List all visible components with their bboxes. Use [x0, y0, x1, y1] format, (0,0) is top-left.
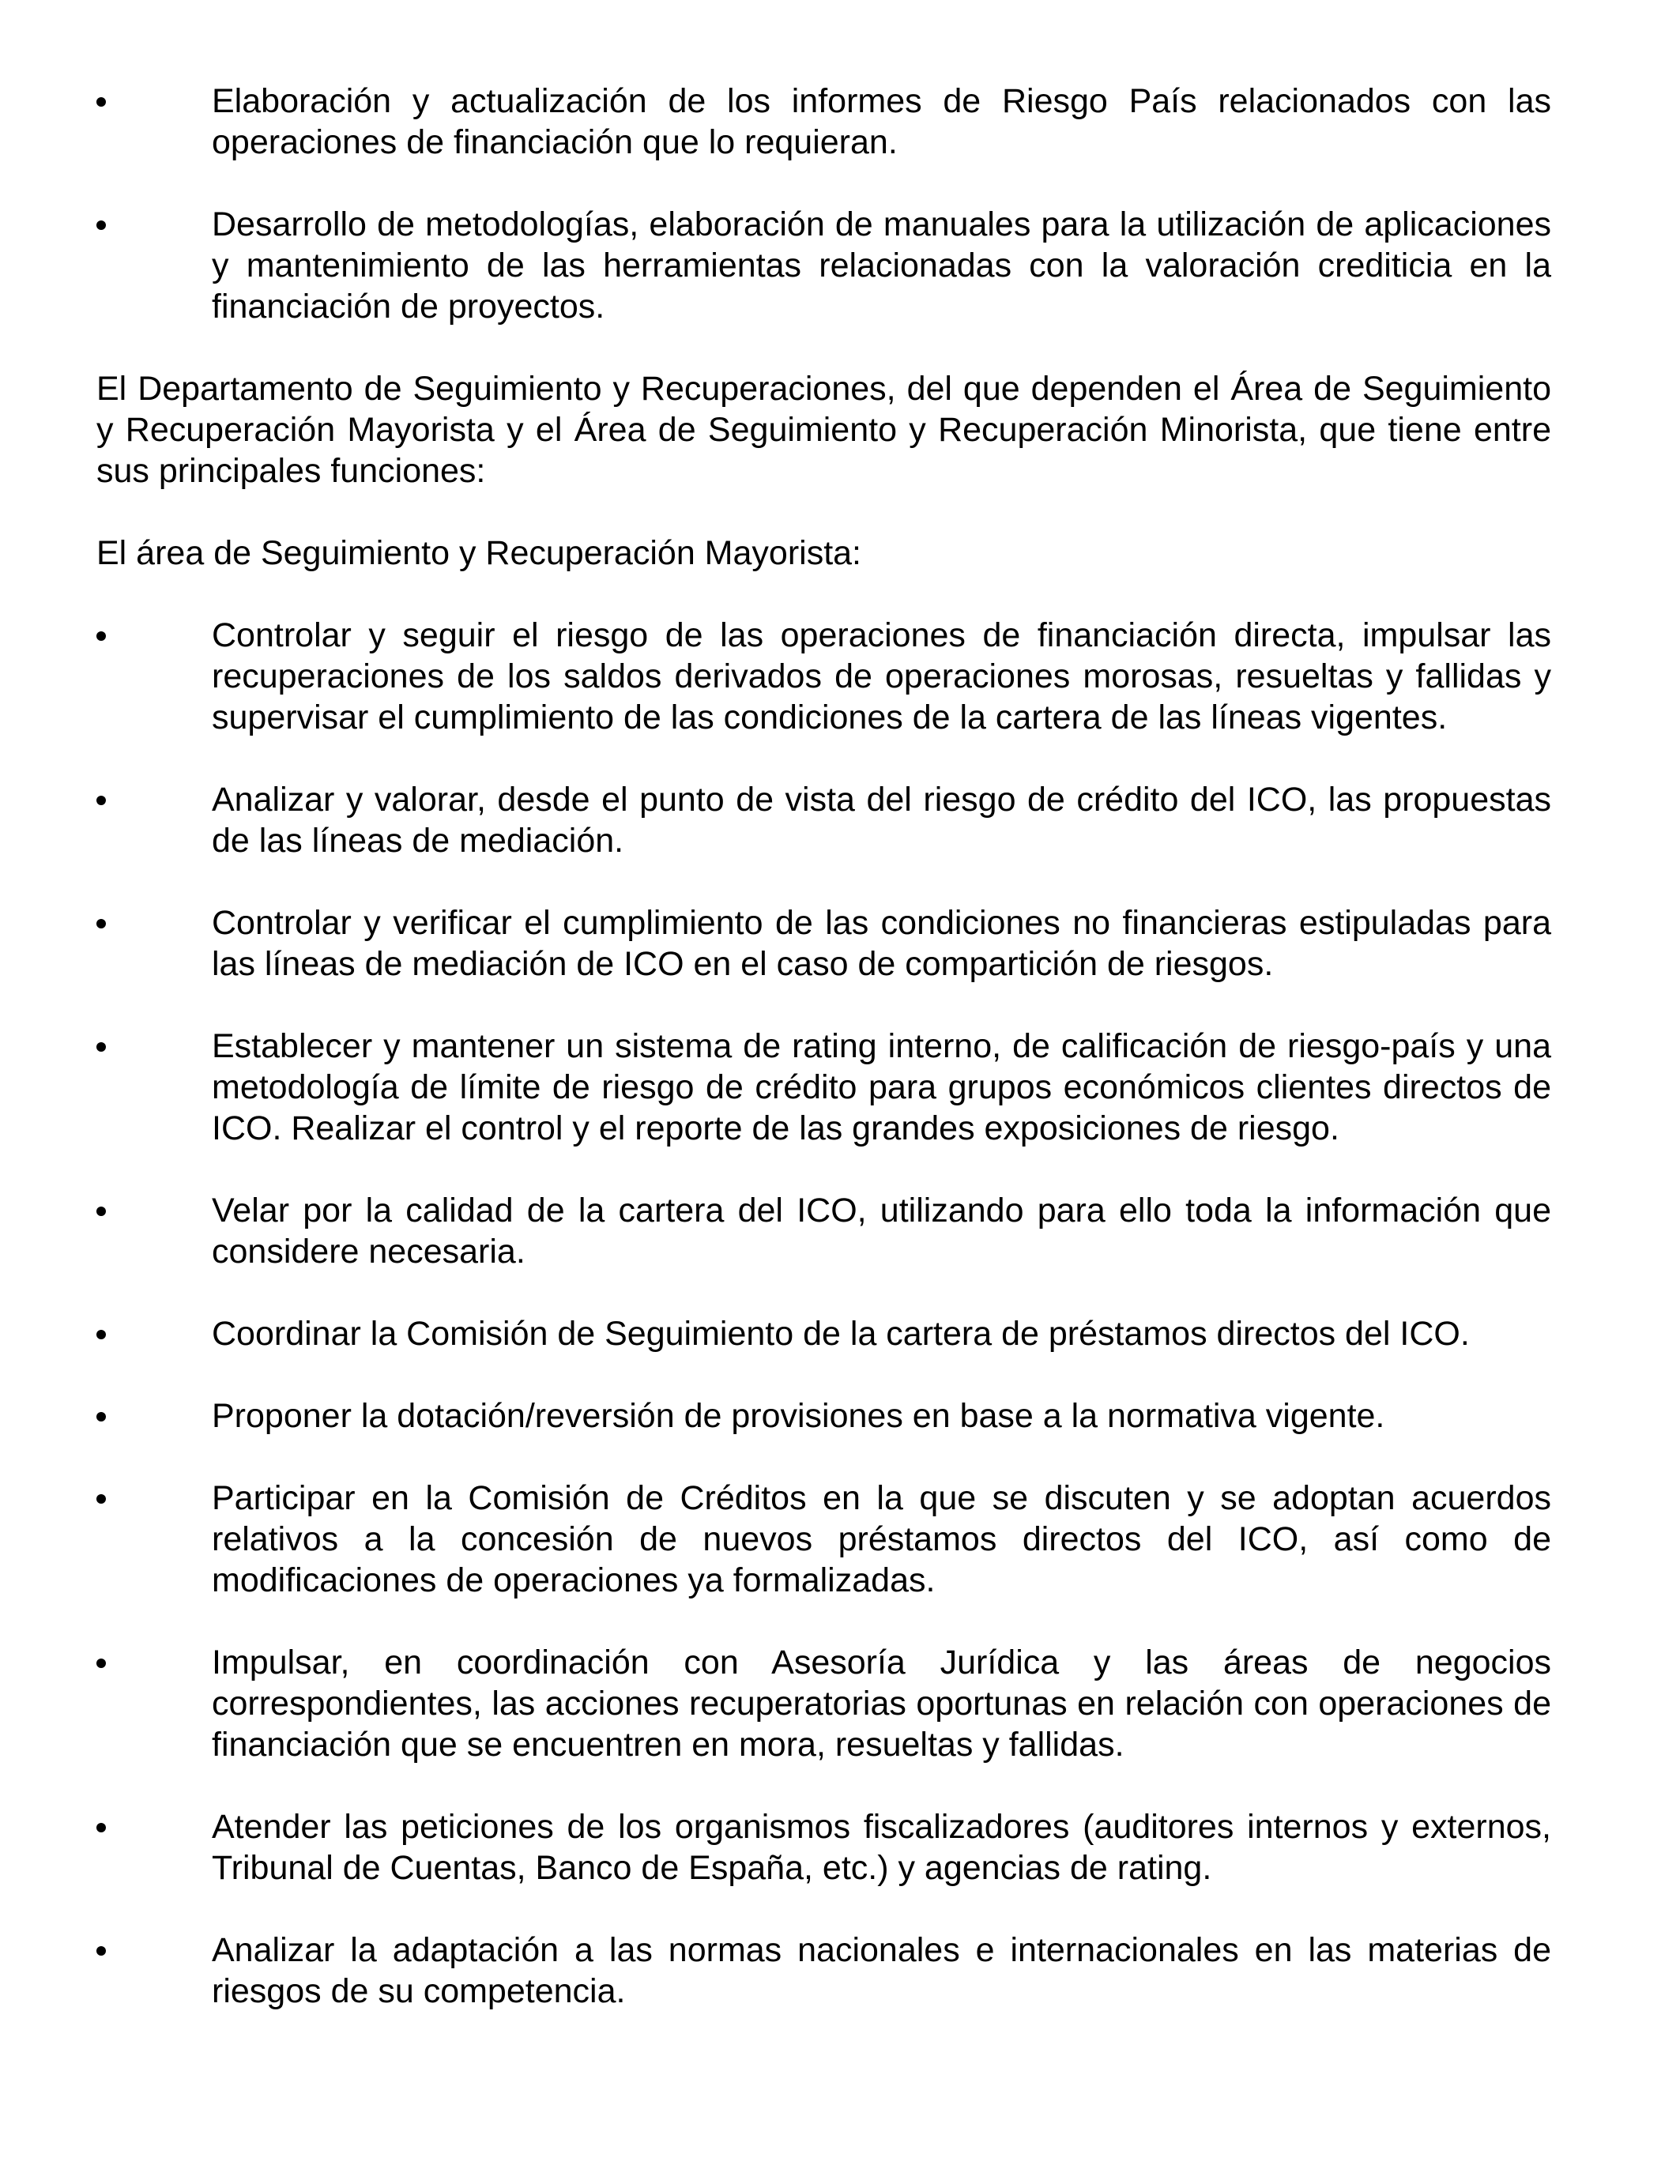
list-item [96, 1313, 1551, 1354]
bullet-icon [96, 220, 106, 230]
list-item [96, 1026, 1551, 1149]
list-item-text: Controlar y verificar el cumplimiento de las condiciones no financieras estipuladas para las líneas de mediación de ICO en el caso de compartición de riesgos. [212, 904, 1551, 983]
list-item [96, 204, 1551, 327]
bullet-icon [96, 796, 106, 805]
country-risk-bullet-list [96, 81, 1551, 327]
bullet-icon [96, 1494, 106, 1504]
list-item [96, 1190, 1551, 1272]
list-item-text: Elaboración y actualización de los informes de Riesgo País relacionados con las operaciones de financiación que lo requieran. [212, 82, 1551, 161]
bullet-icon [96, 97, 106, 107]
list-item [96, 1478, 1551, 1601]
list-item-text: Controlar y seguir el riesgo de las operaciones de financiación directa, impulsar las recuperaciones de los saldos derivados de operaciones morosas, resueltas y fallidas y supervisar el cumplimiento de las condiciones de la cartera de las líneas vigentes. [212, 616, 1551, 736]
list-item [96, 81, 1551, 163]
bullet-icon [96, 919, 106, 928]
list-item [96, 1395, 1551, 1437]
list-item-text: Analizar la adaptación a las normas nacionales e internacionales en las materias de riesgos de su competencia. [212, 1931, 1551, 2010]
bullet-icon [96, 1207, 106, 1216]
department-paragraph: El Departamento de Seguimiento y Recuperaciones, del que dependen el Área de Seguimiento y Recuperación Mayorista y el Área de Seguimiento y Recuperación Minorista, que tiene entre sus principales funciones: [96, 370, 1551, 490]
list-item [96, 1806, 1551, 1888]
list-item-text: Desarrollo de metodologías, elaboración de manuales para la utilización de aplicaciones y mantenimiento de las herramientas relacionadas con la valoración crediticia en la financiación de proyectos. [212, 205, 1551, 326]
list-item [96, 615, 1551, 738]
list-item-text: Proponer la dotación/reversión de provisiones en base a la normativa vigente. [212, 1397, 1385, 1435]
list-item-text: Velar por la calidad de la cartera del ICO, utilizando para ello toda la información que considere necesaria. [212, 1192, 1551, 1271]
list-item-text: Coordinar la Comisión de Seguimiento de la cartera de préstamos directos del ICO. [212, 1315, 1470, 1353]
bullet-icon [96, 1946, 106, 1956]
list-item-text: Participar en la Comisión de Créditos en la que se discuten y se adoptan acuerdos relativos a la concesión de nuevos préstamos directos del ICO, así como de modificaciones de operaciones ya formalizadas. [212, 1479, 1551, 1599]
bullet-icon [96, 1412, 106, 1421]
wholesale-functions-bullet-list [96, 615, 1551, 2012]
bullet-icon [96, 1042, 106, 1052]
list-item [96, 1930, 1551, 2012]
list-item-text: Atender las peticiones de los organismos fiscalizadores (auditores internos y externos, Tribunal de Cuentas, Banco de España, etc.) y agencias de rating. [212, 1808, 1551, 1887]
document-page [96, 81, 1551, 2053]
list-item-text: Analizar y valorar, desde el punto de vista del riesgo de crédito del ICO, las propuestas de las líneas de mediación. [212, 781, 1551, 860]
list-item-text: Establecer y mantener un sistema de rating interno, de calificación de riesgo-país y una metodología de límite de riesgo de crédito para grupos económicos clientes directos de ICO. Realizar el control y el reporte de las grandes exposiciones de riesgo. [212, 1027, 1551, 1147]
bullet-icon [96, 1823, 106, 1832]
bullet-icon [96, 1330, 106, 1339]
list-item [96, 902, 1551, 985]
bullet-icon [96, 631, 106, 641]
list-item [96, 779, 1551, 861]
area-heading: El área de Seguimiento y Recuperación Mayorista: [96, 534, 862, 572]
list-item [96, 1642, 1551, 1765]
list-item-text: Impulsar, en coordinación con Asesoría Jurídica y las áreas de negocios correspondientes, las acciones recuperatorias oportunas en relación con operaciones de financiación que se encuentren en mora, resueltas y fallidas. [212, 1644, 1551, 1764]
bullet-icon [96, 1659, 106, 1668]
